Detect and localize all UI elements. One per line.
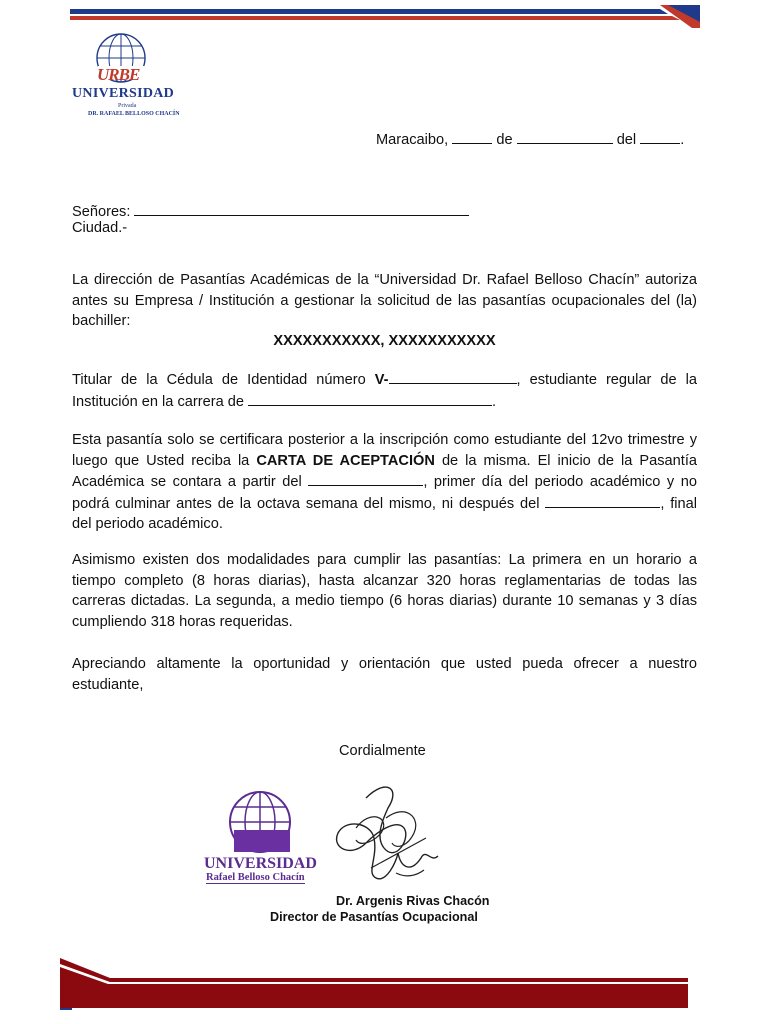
end-date-blank <box>545 493 660 508</box>
p3-text-c: , primer día del periodo académico y no podrá culminar antes de la octava semana del mismo, ni después del <box>72 474 697 512</box>
university-logo <box>72 28 182 123</box>
logo-subtitle-2: DR. RAFAEL BELLOSO CHACÍN <box>88 111 180 117</box>
paragraph-5: Apreciando altamente la oportunidad y orientación que usted pueda ofrecer a nuestro estudiante, <box>72 656 697 693</box>
p3-text-b: de la misma. El inicio de la Pasantía Académica se contara a partir del <box>72 452 698 490</box>
header-stripe <box>0 0 768 30</box>
stamp-title: UNIVERSIDAD <box>204 855 317 872</box>
footer-stripe <box>0 950 768 1010</box>
recipient-blank <box>134 201 469 216</box>
signer-title: Director de Pasantías Ocupacional <box>270 910 478 924</box>
date-line: Maracaibo, de del . <box>376 129 684 151</box>
month-blank <box>517 129 613 144</box>
cedula-blank <box>389 369 517 384</box>
date-de: de <box>496 132 513 148</box>
p2-text-c: . <box>492 393 497 410</box>
handwritten-signature <box>326 778 446 896</box>
paragraph-4: Asimismo existen dos modalidades para cumplir las pasantías: La primera en un horario a tiempo completo (8 horas diarias), hasta alcanzar 320 horas reglamentarias de todas las carreras dictadas. La segunda, a medio tiempo (6 horas diarias) durante 10 semanas y 3 días cumpliendo 318 horas requeridas. <box>72 552 697 630</box>
p2-cedula-prefix: V- <box>374 372 389 388</box>
p2-text-b: , estudiante regular de la Institución en la carrera de <box>72 372 697 410</box>
logo-subtitle-1: Privada <box>118 103 137 109</box>
paragraph-1: La dirección de Pasantías Académicas de la “Universidad Dr. Rafael Belloso Chacín” autoriza antes su Empresa / Institución a gestionar la solicitud de las pasantías ocupacionales del (la) bachiller: <box>72 272 697 329</box>
stamp-subtitle: Rafael Belloso Chacín <box>206 872 305 883</box>
student-name: XXXXXXXXXXX, XXXXXXXXXXX <box>273 333 496 349</box>
senores-label: Señores: <box>72 204 131 220</box>
recipient-ciudad: Ciudad.- <box>72 220 128 236</box>
signer-name: Dr. Argenis Rivas Chacón <box>336 894 490 908</box>
stamp-globe-icon <box>196 786 324 858</box>
date-city: Maracaibo, <box>376 132 449 148</box>
logo-mark: URBE <box>97 65 140 84</box>
paragraph-3 <box>72 430 697 535</box>
day-blank <box>452 129 492 144</box>
year-blank <box>640 129 680 144</box>
carrera-blank <box>248 391 492 406</box>
p3-text-d: , final del periodo académico. <box>72 495 697 532</box>
closing-cordialmente: Cordialmente <box>339 743 426 759</box>
start-date-blank <box>308 471 423 486</box>
p2-text-a: Titular de la Cédula de Identidad número <box>72 372 366 388</box>
p3-carta-aceptacion: CARTA DE ACEPTACIÓN <box>256 452 435 469</box>
university-stamp <box>196 786 324 886</box>
paragraph-2 <box>72 369 697 412</box>
p3-text-a: Esta pasantía solo se certificara posterior a la inscripción como estudiante del 12vo trimestre y luego que Usted reciba la <box>72 432 697 469</box>
logo-title: UNIVERSIDAD <box>72 86 175 101</box>
recipient-senores <box>72 201 469 223</box>
date-del: del <box>616 132 637 148</box>
